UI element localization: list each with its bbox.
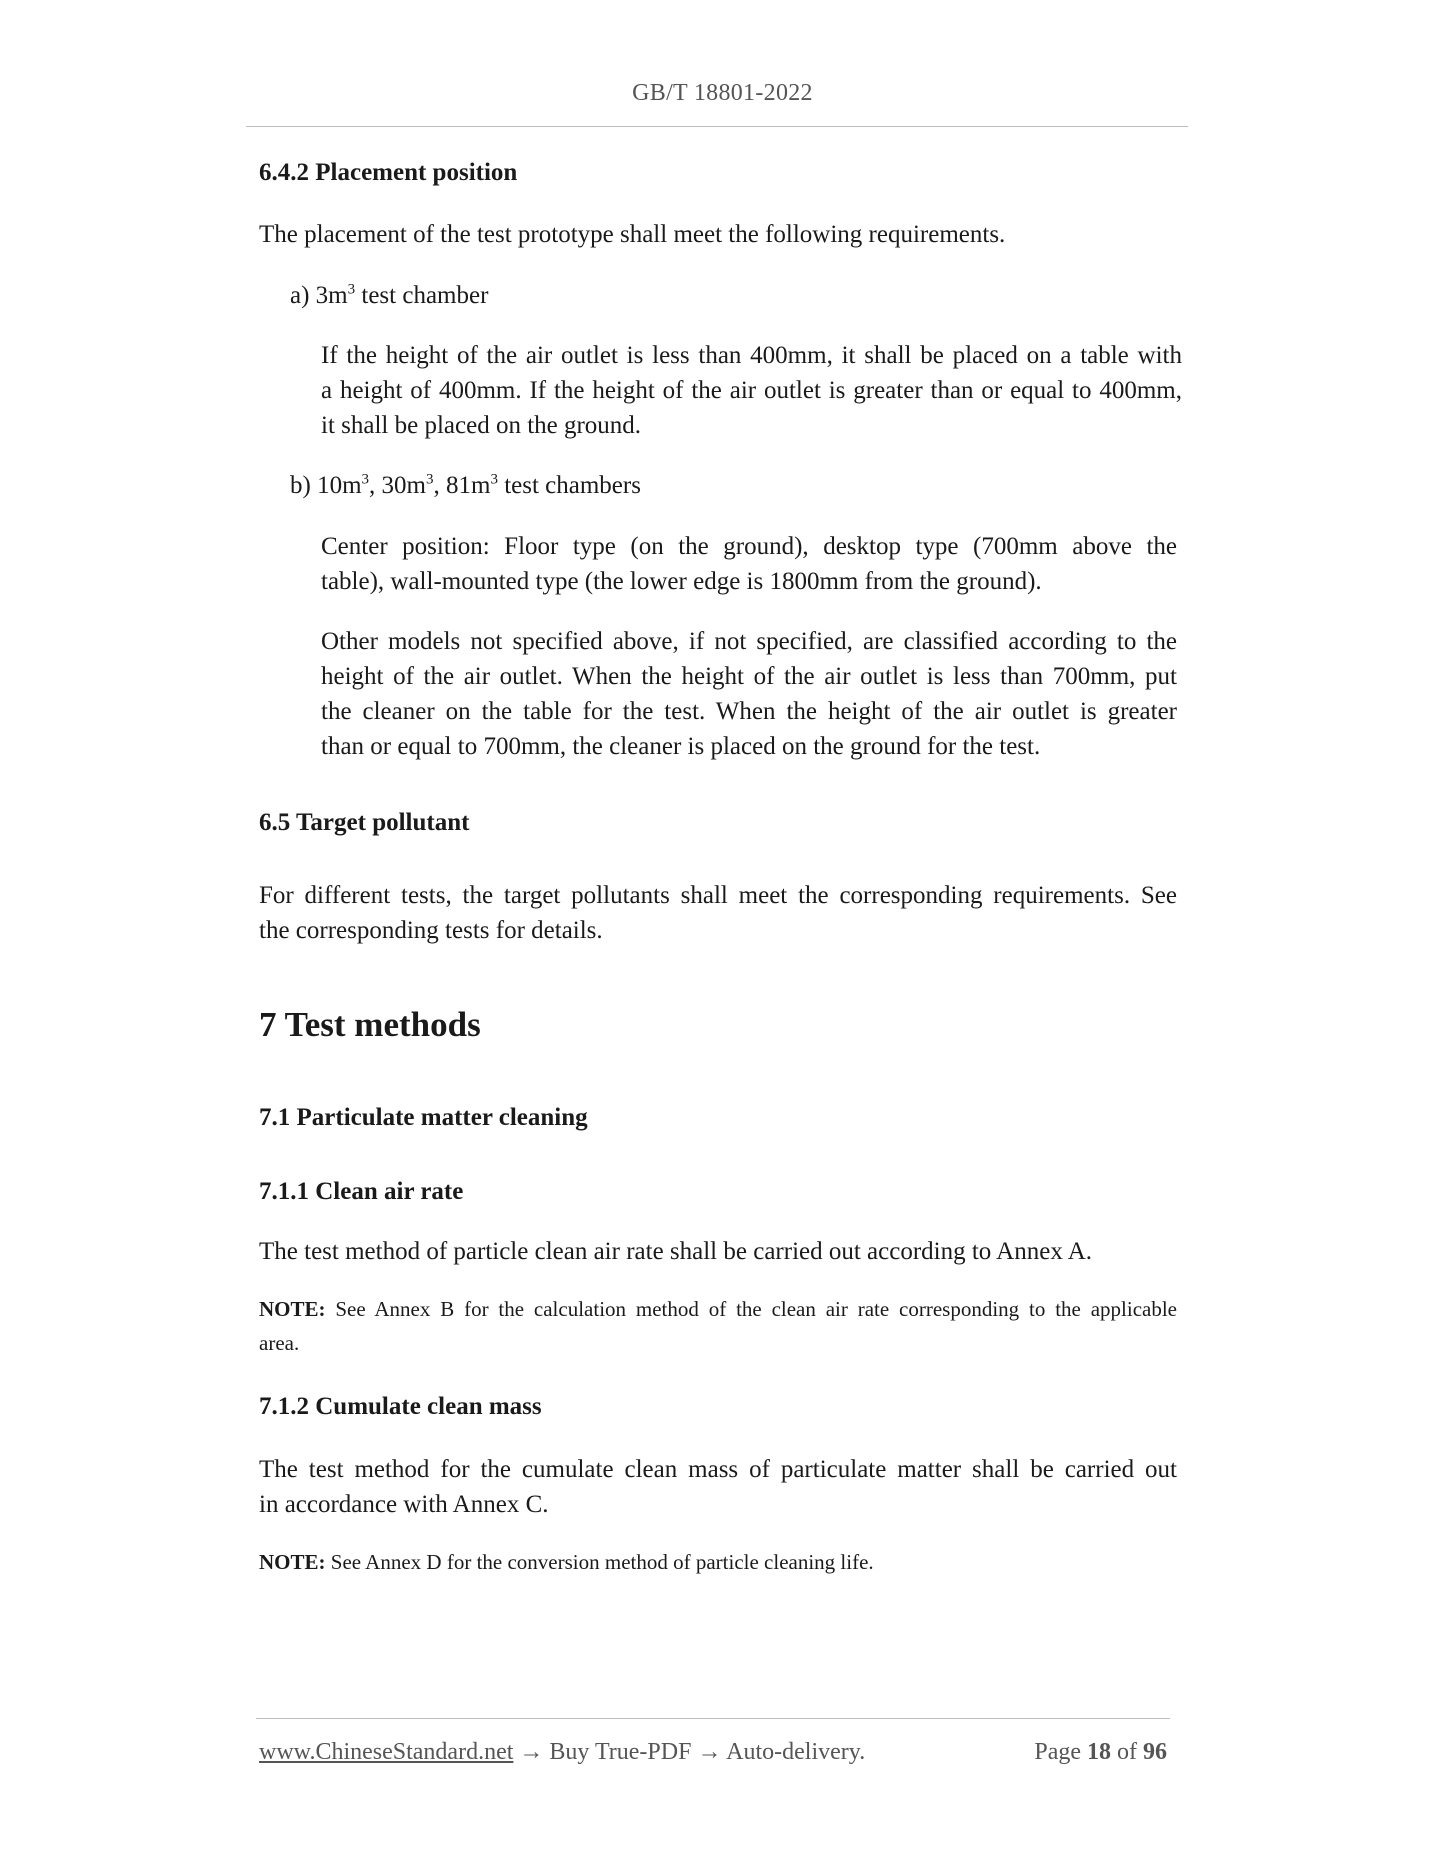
item-a-text <box>321 338 1182 443</box>
item-b-other-text <box>321 624 1177 764</box>
arrow-right-icon: → <box>697 1739 722 1765</box>
clean-air-rate-text: The test method of particle clean air rate shall be carried out according to Annex A. <box>259 1238 1093 1265</box>
chapter-heading-7: 7 Test methods <box>259 1005 481 1044</box>
item-b-other-line: height of the air outlet. When the height of the air outlet is less than 700mm, put <box>321 663 1177 690</box>
item-a-label: a) $3m^3$ test chamber <box>290 281 489 309</box>
note-annex-b-line: NOTE: See Annex B for the calculation method of the clean air rate corresponding to the applicable <box>259 1297 1177 1321</box>
footer-divider <box>256 1718 1170 1719</box>
arrow-right-icon: → <box>519 1739 544 1765</box>
item-b-center-text <box>321 529 1177 599</box>
cumulate-clean-mass-line: The test method for the cumulate clean mass of particulate matter shall be carried out <box>259 1456 1177 1483</box>
item-a-line: If the height of the air outlet is less than 400mm, it shall be placed on a table with <box>321 342 1182 369</box>
note-annex-b <box>259 1292 1177 1360</box>
section-heading-7-1-1: 7.1.1 Clean air rate <box>259 1178 464 1205</box>
note-annex-b-line: area. <box>259 1331 300 1355</box>
total-pages: 96 <box>1143 1739 1167 1765</box>
item-a-line: it shall be placed on the ground. <box>321 412 642 439</box>
placement-intro: The placement of the test prototype shall meet the following requirements. <box>259 221 1006 248</box>
target-pollutant-line: the corresponding tests for details. <box>259 917 603 944</box>
section-heading-6-4-2: 6.4.2 Placement position <box>259 159 518 186</box>
section-heading-7-1: 7.1 Particulate matter cleaning <box>259 1104 588 1131</box>
note-annex-d: NOTE: See Annex D for the conversion method of particle cleaning life. <box>259 1550 874 1574</box>
item-b-other-line: than or equal to 700mm, the cleaner is placed on the ground for the test. <box>321 733 1041 760</box>
item-b-label: b) $10m^3$, $30m^3$, $81m^3$ test chambers <box>290 471 641 499</box>
site-link[interactable]: www.ChineseStandard.net <box>259 1739 514 1765</box>
footer-links <box>259 1737 865 1767</box>
current-page-number: 18 <box>1087 1739 1111 1765</box>
cumulate-clean-mass-line: in accordance with Annex C. <box>259 1491 549 1518</box>
item-b-center-line: Center position: Floor type (on the ground), desktop type (700mm above the <box>321 533 1177 560</box>
page-indicator: Page 18 of 96 <box>1034 1739 1167 1765</box>
item-b-center-line: table), wall-mounted type (the lower edge is 1800mm from the ground). <box>321 568 1042 595</box>
cumulate-clean-mass-text <box>259 1452 1177 1522</box>
item-b-other-line: the cleaner on the table for the test. When the height of the air outlet is greater <box>321 698 1177 725</box>
buy-true-pdf-text: Buy True-PDF <box>543 1739 698 1765</box>
item-b-other-line: Other models not specified above, if not specified, are classified according to the <box>321 628 1177 655</box>
auto-delivery-text: Auto-delivery. <box>721 1739 866 1765</box>
item-a-line: a height of 400mm. If the height of the air outlet is greater than or equal to 400mm, <box>321 377 1182 404</box>
target-pollutant-line: For different tests, the target pollutants shall meet the corresponding requirements. See <box>259 882 1177 909</box>
document-id-header: GB/T 18801-2022 <box>632 80 813 106</box>
section-heading-7-1-2: 7.1.2 Cumulate clean mass <box>259 1393 542 1420</box>
section-heading-6-5: 6.5 Target pollutant <box>259 809 470 836</box>
target-pollutant-text <box>259 878 1177 948</box>
header-divider <box>246 126 1188 127</box>
